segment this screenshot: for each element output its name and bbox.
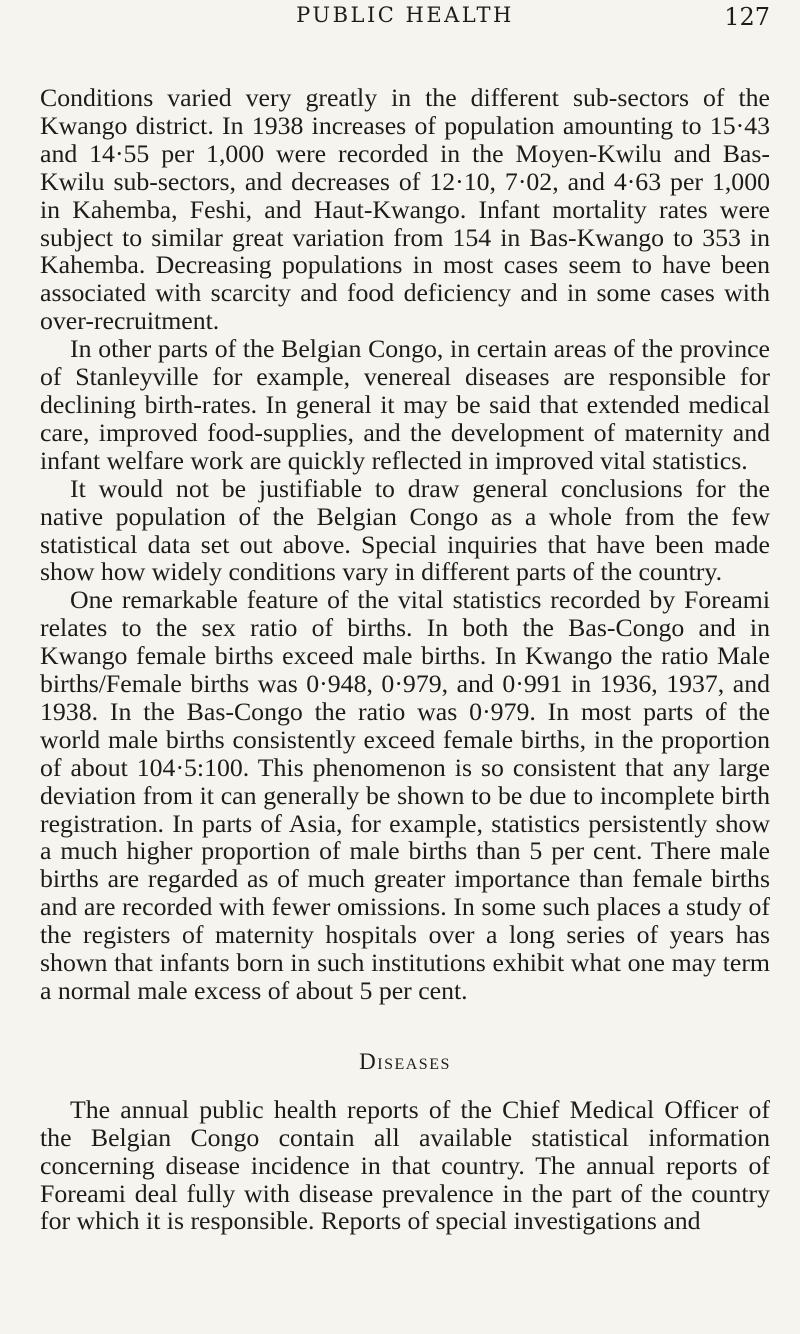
paragraph: One remarkable feature of the vital statistics recorded by Foreami relates to the sex ratio of births. In both the Bas-Congo and in Kwango female births exceed male births. In Kwango the ratio Male births/Female births was 0·948, 0·979, and 0·991 in 1936, 1937, and 1938. In the Bas-Congo the ratio was 0·979. In most parts of the world male births consistently exceed female births, in the proportion of about 104·5:100. This phenomenon is so consistent that any large deviation from it can generally be shown to be due to incomplete birth registration. In parts of Asia, for example, statistics persistently show a much higher proportion of male births than 5 per cent. There male births are regarded as of much greater importance than female births and are recorded with fewer omissions. In some such places a study of the registers of maternity hospitals over a long series of years has shown that infants born in such institutions exhibit what one may term a normal male excess of about 5 per cent. <box>40 585 770 1005</box>
paragraph: It would not be justifiable to draw general conclusions for the native population of the Belgian Congo as a whole from the few statistical data set out above. Special inquiries that have been made show how widely conditions vary in different parts of the country. <box>40 473 770 587</box>
running-head <box>40 1 770 35</box>
book-page <box>40 0 770 1334</box>
paragraph: In other parts of the Belgian Congo, in certain areas of the province of Stanleyville for example, venereal diseases are responsible for declining birth-rates. In general it may be said that extended medical care, improved food-supplies, and the development of maternity and infant welfare work are quickly reflected in improved vital statistics. <box>40 334 770 475</box>
page-number: 127 <box>724 3 770 31</box>
paragraph: The annual public health reports of the Chief Medical Officer of the Belgian Congo contain all available statistical information concerning disease incidence in that country. The annual reports of Foreami deal fully with disease prevalence in the part of the country for which it is responsible. Reports of special investigations and <box>40 1094 770 1236</box>
section-heading: Diseases <box>359 1048 451 1074</box>
body-text <box>40 84 770 1235</box>
paragraph: Conditions varied very greatly in the different sub-sectors of the Kwango district. In 1938 increases of population amounting to 15·43 and 14·55 per 1,000 were recorded in the Moyen-Kwilu and Bas-Kwilu sub-sectors, and decreases of 12·10, 7·02, and 4·63 per 1,000 in Kahemba, Feshi, and Haut-Kwango. Infant mortality rates were subject to similar great variation from 154 in Bas-Kwango to 353 in Kahemba. Decreasing populations in most cases seem to have been associated with scarcity and food deficiency and in some cases with over-recruitment. <box>40 83 770 336</box>
diseases-section <box>40 1048 770 1235</box>
running-title: PUBLIC HEALTH <box>296 3 514 27</box>
